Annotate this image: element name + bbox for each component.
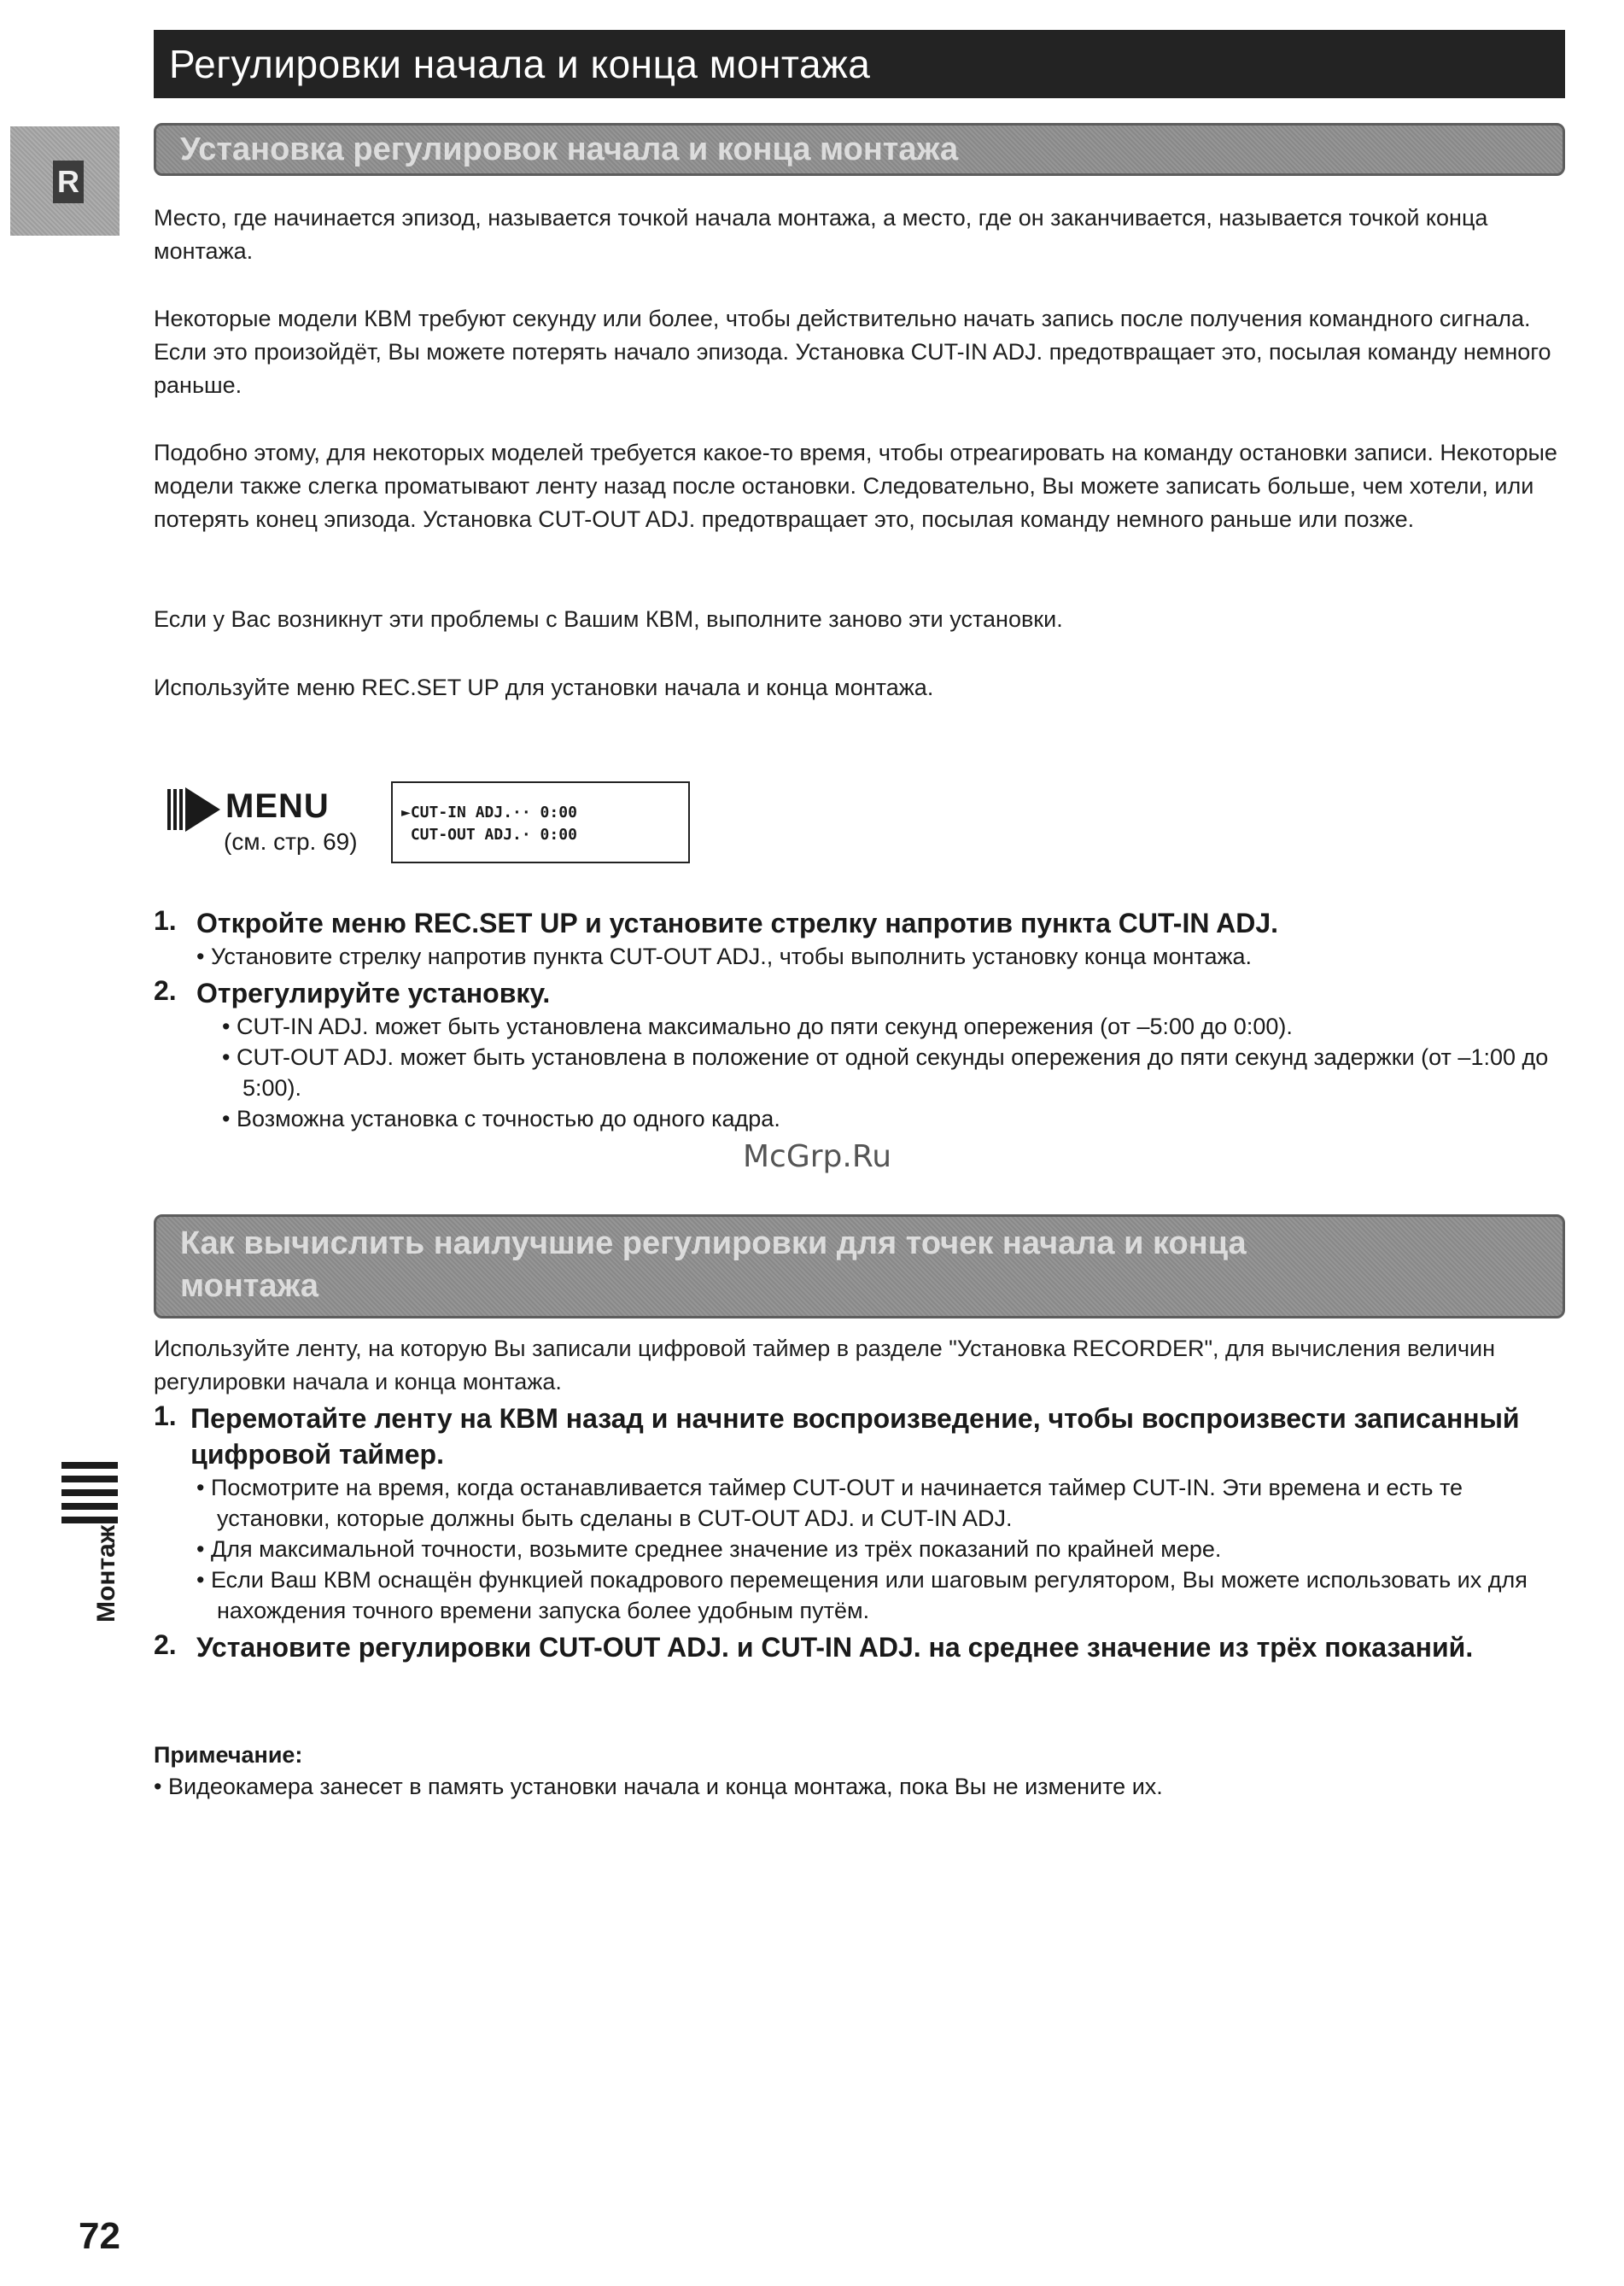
note-title: Примечание:: [154, 1742, 303, 1768]
side-index-marker: [61, 1462, 118, 1532]
section-header-line: Как вычислить наилучшие регулировки для точек начала и конца: [180, 1225, 1247, 1261]
watermark: McGrp.Ru: [743, 1139, 892, 1174]
list-item: • Видеокамера занесет в память установки начала и конца монтажа, пока Вы не измените их.: [154, 1774, 1163, 1799]
step-title: Отрегулируйте установку.: [196, 978, 551, 1009]
paragraph-5: Используйте меню REC.SET UP для установки начала и конца монтажа.: [154, 675, 934, 700]
step-1: [154, 905, 1563, 972]
menu-row-cut-in: ►CUT-IN ADJ.·· 0:00: [401, 804, 577, 821]
menu-screen: [391, 781, 690, 863]
paragraph-2: Некоторые модели КВМ требуют секунду или более, чтобы действительно начать запись после получения командного сигнала. Если это произойдёт, Вы можете потерять начало эпизода. Установка CUT-IN ADJ. предотвращает это, посылая команду немного раньше.: [154, 306, 1551, 398]
side-tab-letter: R: [53, 161, 84, 203]
list-item: • Установите стрелку напротив пункта CUT-OUT ADJ., чтобы выполнить установку конца монтажа.: [196, 944, 1253, 969]
list-item: • Если Ваш КВМ оснащён функцией покадрового перемещения или шаговым регулятором, Вы можете использовать их для нахождения точного времени запуска более удобным путём.: [196, 1567, 1528, 1623]
section-header-line: монтажа: [180, 1268, 319, 1304]
list-item: • CUT-IN ADJ. может быть установлена максимально до пяти секунд опережения (от –5:00 до 0:00).: [222, 1014, 1293, 1039]
side-index-label: Монтаж: [92, 1524, 120, 1622]
step-title: Установите регулировки CUT-OUT ADJ. и CUT-IN ADJ. на среднее значение из трёх показаний.: [196, 1632, 1474, 1663]
note: [154, 1739, 1563, 1802]
step-number: 2.: [154, 975, 177, 1006]
step-number: 1.: [154, 1400, 177, 1431]
menu-label: MENU: [225, 787, 330, 825]
list-item: • Возможна установка с точностью до одного кадра.: [222, 1106, 780, 1131]
list-item: • Для максимальной точности, возьмите среднее значение из трёх показаний по крайней мере.: [196, 1536, 1222, 1562]
step-1: [154, 1400, 1563, 1626]
paragraph-4: Если у Вас возникнут эти проблемы с Вашим КВМ, выполните заново эти установки.: [154, 606, 1063, 632]
step-title: Откройте меню REC.SET UP и установите стрелку напротив пункта CUT-IN ADJ.: [196, 908, 1279, 938]
page-title: Регулировки начала и конца монтажа: [154, 30, 1565, 98]
page-number: 72: [79, 2215, 120, 2257]
section-header-setup: Установка регулировок начала и конца монтажа: [154, 123, 1565, 176]
section2-intro: Используйте ленту, на которую Вы записали цифровой таймер в разделе "Установка RECORDER", для вычисления величин регулировки начала и конца монтажа.: [154, 1336, 1496, 1394]
step-2: [154, 975, 1563, 1134]
list-item: • Посмотрите на время, когда останавливается таймер CUT-OUT и начинается таймер CUT-IN. Эти времена и есть те установки, которые должны быть сделаны в CUT-OUT ADJ. и CUT-IN ADJ.: [196, 1475, 1463, 1531]
paragraph-3: Подобно этому, для некоторых моделей требуется какое-то время, чтобы отреагировать на команду остановки записи. Некоторые модели также слегка проматывают ленту назад после остановки. Следовательно, Вы можете записать больше, чем хотели, или потерять конец эпизода. Установка CUT-OUT ADJ. предотвращает это, посылая команду немного раньше или позже.: [154, 440, 1557, 532]
menu-arrow-icon: [167, 784, 222, 835]
step-2: [154, 1629, 1563, 1665]
menu-page-ref: (см. стр. 69): [224, 828, 358, 855]
list-item: • CUT-OUT ADJ. может быть установлена в положение от одной секунды опережения до пяти секунд задержки (от –1:00 до 5:00).: [222, 1044, 1549, 1101]
paragraph-1: Место, где начинается эпизод, называется точкой начала монтажа, а место, где он заканчивается, называется точкой конца монтажа.: [154, 205, 1488, 264]
step-title: Перемотайте ленту на КВМ назад и начните воспроизведение, чтобы воспроизвести записанный цифровой таймер.: [190, 1403, 1520, 1470]
menu-row-cut-out: CUT-OUT ADJ.· 0:00: [401, 826, 577, 844]
section-header-calculate: [154, 1214, 1565, 1318]
step-number: 1.: [154, 905, 177, 936]
step-number: 2.: [154, 1629, 177, 1660]
